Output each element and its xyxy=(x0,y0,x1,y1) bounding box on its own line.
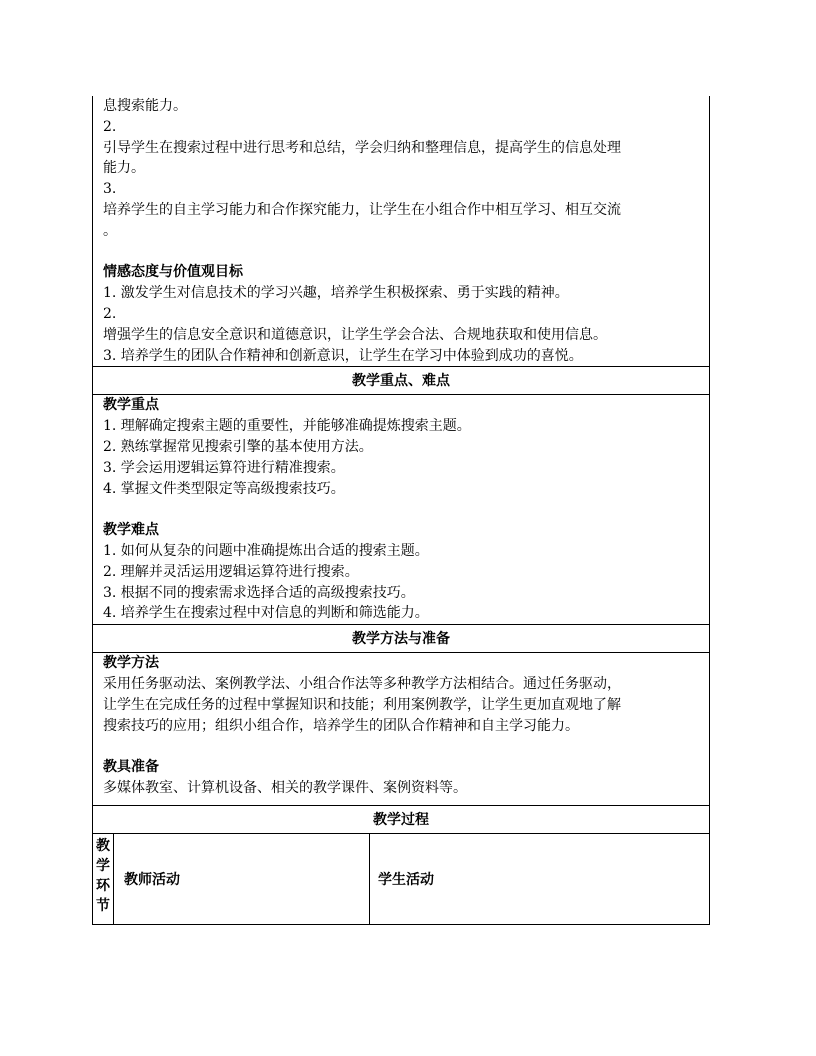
student-activity-header: 学生活动 xyxy=(378,871,434,888)
tools-heading: 教具准备 xyxy=(103,759,159,776)
objectives-section xyxy=(92,96,710,367)
objective-line: 3. xyxy=(103,181,117,198)
key-difficult-section xyxy=(92,395,710,625)
key-points-heading: 教学重点 xyxy=(103,397,159,414)
key-point-item: 2. 熟练掌握常见搜索引擎的基本使用方法。 xyxy=(103,438,373,455)
key-point-item: 4. 掌握文件类型限定等高级搜索技巧。 xyxy=(103,480,345,497)
method-band: 教学方法与准备 xyxy=(92,625,710,653)
difficult-point-item: 1. 如何从复杂的问题中准确提炼出合适的搜索主题。 xyxy=(103,542,429,559)
key-point-item: 1. 理解确定搜索主题的重要性，并能够准确提炼搜索主题。 xyxy=(103,418,471,435)
difficult-point-item: 4. 培养学生在搜索过程中对信息的判断和筛选能力。 xyxy=(103,605,429,622)
process-band: 教学过程 xyxy=(92,806,710,834)
method-line: 搜索技巧的应用；组织小组合作，培养学生的团队合作精神和自主学习能力。 xyxy=(103,717,579,734)
objective-line: 。 xyxy=(103,222,117,239)
objective-line: 引导学生在搜索过程中进行思考和总结，学会归纳和整理信息，提高学生的信息处理 xyxy=(103,139,621,156)
emotion-line: 增强学生的信息安全意识和道德意识，让学生学会合法、合规地获取和使用信息。 xyxy=(103,326,607,343)
stage-header-char: 环 xyxy=(96,877,110,894)
spacer xyxy=(103,499,701,520)
tools-text: 多媒体教室、计算机设备、相关的教学课件、案例资料等。 xyxy=(103,779,467,796)
key-difficult-band: 教学重点、难点 xyxy=(92,367,710,395)
teacher-activity-header: 教师活动 xyxy=(114,834,370,924)
stage-header-char: 学 xyxy=(96,857,110,874)
process-table xyxy=(92,834,710,925)
stage-header-char: 节 xyxy=(96,897,110,914)
method-section xyxy=(92,653,710,806)
difficult-point-item: 3. 根据不同的搜索需求选择合适的高级搜索技巧。 xyxy=(103,584,415,601)
objective-line: 2. xyxy=(103,118,117,135)
stage-header-char: 教 xyxy=(96,837,110,854)
objective-line: 能力。 xyxy=(103,160,145,177)
emotion-line: 2. xyxy=(103,305,117,322)
method-heading: 教学方法 xyxy=(103,655,159,672)
stage-column-header xyxy=(93,834,114,924)
emotion-heading: 情感态度与价值观目标 xyxy=(103,264,243,281)
difficult-point-item: 2. 理解并灵活运用逻辑运算符进行搜索。 xyxy=(103,563,359,580)
key-point-item: 3. 学会运用逻辑运算符进行精准搜索。 xyxy=(103,459,345,476)
emotion-line: 3. 培养学生的团队合作精神和创新意识，让学生在学习中体验到成功的喜悦。 xyxy=(103,347,583,364)
emotion-line: 1. 激发学生对信息技术的学习兴趣，培养学生积极探索、勇于实践的精神。 xyxy=(103,285,569,302)
spacer xyxy=(103,242,701,263)
method-line: 采用任务驱动法、案例教学法、小组合作法等多种教学方法相结合。通过任务驱动， xyxy=(103,675,621,692)
spacer xyxy=(103,736,701,757)
method-line: 让学生在完成任务的过程中掌握知识和技能；利用案例教学，让学生更加直观地了解 xyxy=(103,696,621,713)
lesson-plan-document xyxy=(92,96,710,925)
spacer xyxy=(103,799,701,805)
objective-line: 息搜索能力。 xyxy=(103,98,187,114)
difficult-points-heading: 教学难点 xyxy=(103,522,159,539)
objective-line: 培养学生的自主学习能力和合作探究能力，让学生在小组合作中相互学习、相互交流 xyxy=(103,201,621,218)
